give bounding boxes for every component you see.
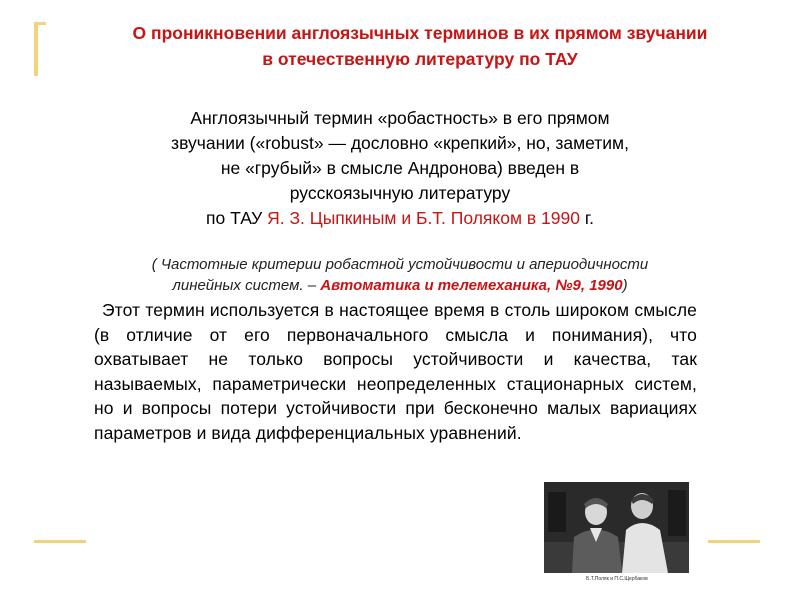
intro-line-1: Англоязычный термин «робастность» в его прямом <box>190 108 610 128</box>
decorative-frame-top <box>34 22 46 25</box>
citation-line-2 <box>80 275 720 296</box>
citation-journal: Автоматика и телемеханика, №9, 1990 <box>320 277 623 294</box>
intro-line-3: не «грубый» в смысле Андронова) введен в <box>220 158 580 178</box>
intro-paragraph <box>40 106 760 231</box>
body-text: Этот термин используется в настоящее время в столь широком смысле (в отличие от его первоначального смысла и понимания), что охватывает не только вопросы устойчивости и качества, так называемых, параметрически неопределенных стационарных систем, но и вопросы потери устойчивости при бесконечно малых вариациях параметров и вида дифференциальных уравнений. <box>94 300 697 443</box>
decorative-rule-right <box>708 540 760 543</box>
slide-title-line-1: О проникновении англоязычных терминов в их прямом звучании <box>132 23 708 43</box>
intro-year: 1990 <box>541 208 580 228</box>
intro-line-5 <box>40 206 760 231</box>
slide-title-line-2: в отечественную литературу по ТАУ <box>262 49 578 69</box>
intro-year-prefix: в <box>526 208 542 228</box>
portrait-photo <box>544 482 689 573</box>
slide-title <box>50 20 790 72</box>
photo-caption: Б.Т.Поляк и П.С.Щербаков <box>586 576 648 582</box>
intro-authors: Я. З. Цыпкиным и Б.Т. Поляком <box>267 208 527 228</box>
citation-prefix: линейных систем. – <box>172 277 321 294</box>
intro-line-2: звучании («robust» — дословно «крепкий», но, заметим, <box>171 133 629 153</box>
decorative-frame-vertical <box>34 22 38 76</box>
intro-line-5-suffix: г. <box>579 208 594 228</box>
portrait-photo-image <box>544 482 689 573</box>
citation-line-1: ( Частотные критерии робастной устойчивости и апериодичности <box>151 256 649 273</box>
decorative-rule-left <box>34 540 86 543</box>
intro-line-4: русскоязычную литературу <box>289 183 511 203</box>
citation-close: ) <box>622 277 628 294</box>
citation <box>80 254 720 296</box>
intro-line-5-prefix: по ТАУ <box>206 208 268 228</box>
body-paragraph <box>94 298 697 445</box>
